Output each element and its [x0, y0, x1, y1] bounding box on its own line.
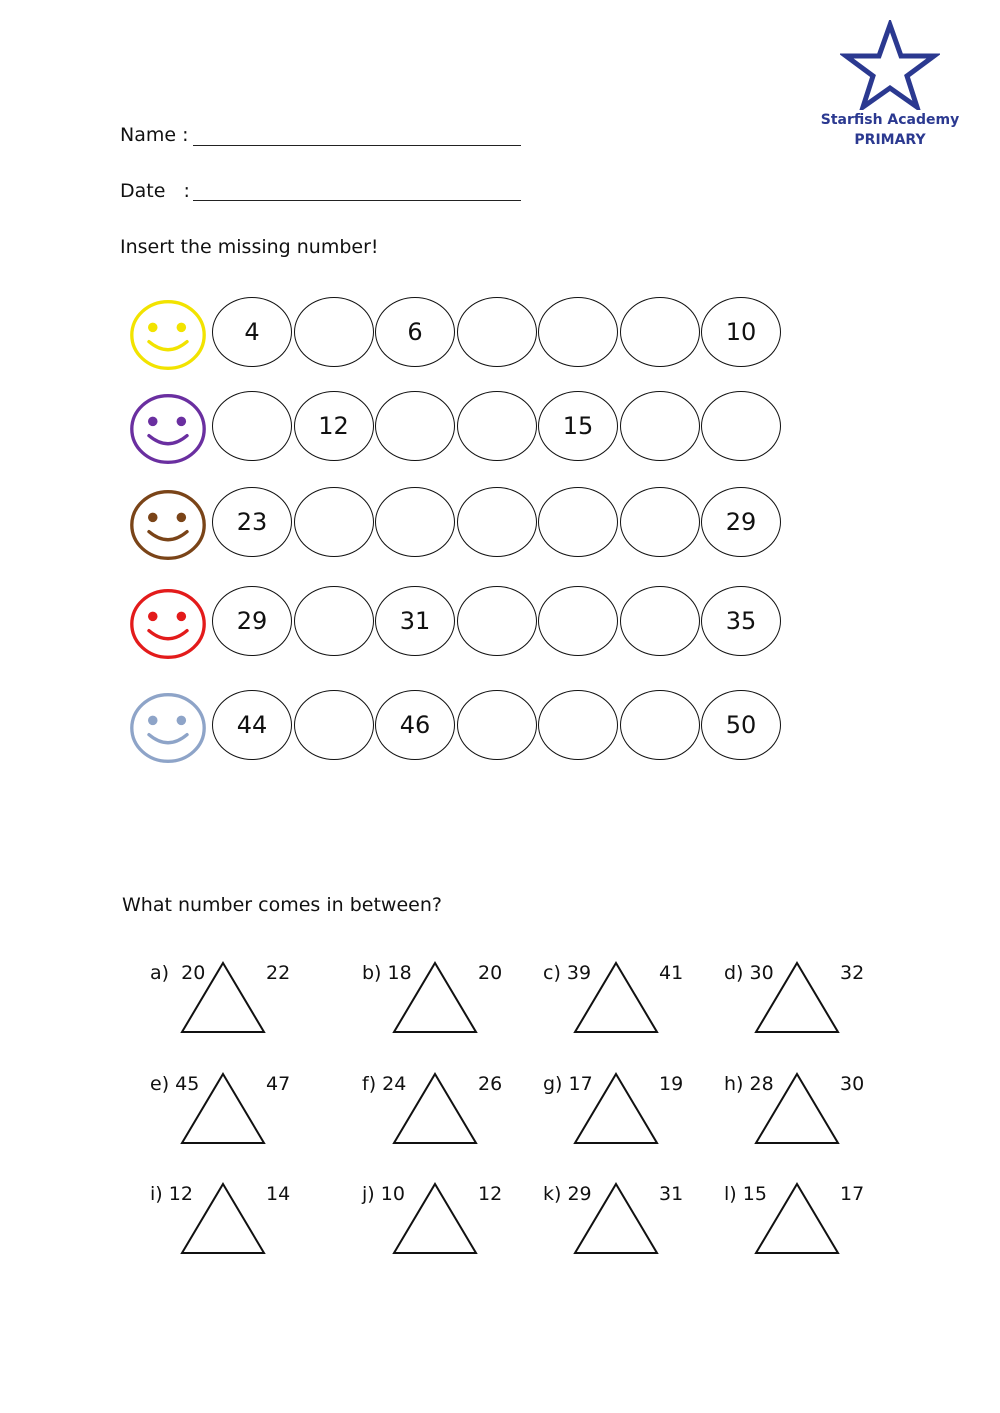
- star-icon: [840, 20, 940, 110]
- between-item-right-number: 12: [478, 1183, 503, 1205]
- date-field[interactable]: [193, 200, 521, 201]
- answer-triangle[interactable]: [178, 960, 268, 1036]
- answer-circle-blank[interactable]: [620, 586, 700, 656]
- answer-circle-blank[interactable]: [538, 690, 618, 760]
- section2-title: What number comes in between?: [122, 894, 442, 916]
- answer-circle-blank[interactable]: [620, 487, 700, 557]
- answer-triangle[interactable]: [390, 1071, 480, 1147]
- answer-circle-blank[interactable]: [620, 690, 700, 760]
- between-item-right-number: 17: [840, 1183, 865, 1205]
- between-item-left-number: k) 29: [543, 1183, 592, 1205]
- section1-title: Insert the missing number!: [120, 236, 379, 258]
- answer-circle-blank[interactable]: [457, 297, 537, 367]
- answer-circle-blank[interactable]: [538, 487, 618, 557]
- answer-triangle[interactable]: [390, 1181, 480, 1257]
- school-logo: [820, 20, 960, 160]
- smiley-face-icon: [128, 688, 208, 768]
- answer-triangle[interactable]: [178, 1071, 268, 1147]
- between-item-right-number: 47: [266, 1073, 291, 1095]
- between-item-left-number: b) 18: [362, 962, 412, 984]
- number-circle: 15: [538, 391, 618, 461]
- between-item-left-number: h) 28: [724, 1073, 774, 1095]
- answer-circle-blank[interactable]: [620, 391, 700, 461]
- smiley-face-icon: [128, 584, 208, 664]
- between-item-right-number: 26: [478, 1073, 503, 1095]
- answer-circle-blank[interactable]: [375, 391, 455, 461]
- answer-circle-blank[interactable]: [294, 690, 374, 760]
- between-item-left-number: j) 10: [362, 1183, 405, 1205]
- number-circle: 23: [212, 487, 292, 557]
- between-item: [714, 1073, 914, 1163]
- between-item-right-number: 22: [266, 962, 291, 984]
- between-item-right-number: 31: [659, 1183, 684, 1205]
- between-item: [140, 1073, 340, 1163]
- name-field[interactable]: [193, 145, 521, 146]
- answer-circle-blank[interactable]: [620, 297, 700, 367]
- answer-triangle[interactable]: [571, 1181, 661, 1257]
- between-item: [352, 962, 552, 1052]
- between-item: [140, 1183, 340, 1273]
- number-circle: 31: [375, 586, 455, 656]
- date-label: Date :: [120, 180, 190, 202]
- answer-circle-blank[interactable]: [538, 586, 618, 656]
- answer-circle-blank[interactable]: [457, 690, 537, 760]
- between-item-right-number: 14: [266, 1183, 291, 1205]
- number-circle: 6: [375, 297, 455, 367]
- number-circle: 50: [701, 690, 781, 760]
- between-item-left-number: f) 24: [362, 1073, 407, 1095]
- answer-triangle[interactable]: [178, 1181, 268, 1257]
- between-item: [714, 962, 914, 1052]
- number-circle: 35: [701, 586, 781, 656]
- answer-circle-blank[interactable]: [457, 487, 537, 557]
- answer-circle-blank[interactable]: [294, 487, 374, 557]
- answer-triangle[interactable]: [752, 960, 842, 1036]
- between-item-left-number: i) 12: [150, 1183, 193, 1205]
- answer-circle-blank[interactable]: [457, 391, 537, 461]
- name-label: Name :: [120, 124, 189, 146]
- between-item: [140, 962, 340, 1052]
- smiley-face-icon: [128, 389, 208, 469]
- answer-circle-blank[interactable]: [294, 297, 374, 367]
- between-item-right-number: 19: [659, 1073, 684, 1095]
- between-item-right-number: 32: [840, 962, 865, 984]
- between-item: [533, 962, 733, 1052]
- between-item: [352, 1073, 552, 1163]
- number-circle: 44: [212, 690, 292, 760]
- answer-circle-blank[interactable]: [294, 586, 374, 656]
- logo-name: Starfish Academy: [820, 112, 960, 128]
- between-item-right-number: 41: [659, 962, 684, 984]
- smiley-face-icon: [128, 485, 208, 565]
- answer-circle-blank[interactable]: [375, 487, 455, 557]
- number-circle: 46: [375, 690, 455, 760]
- answer-triangle[interactable]: [752, 1071, 842, 1147]
- between-item-left-number: e) 45: [150, 1073, 200, 1095]
- answer-circle-blank[interactable]: [701, 391, 781, 461]
- between-item-left-number: a) 20: [150, 962, 206, 984]
- between-item: [533, 1073, 733, 1163]
- between-item: [714, 1183, 914, 1273]
- answer-triangle[interactable]: [571, 1071, 661, 1147]
- answer-circle-blank[interactable]: [212, 391, 292, 461]
- answer-triangle[interactable]: [390, 960, 480, 1036]
- number-circle: 4: [212, 297, 292, 367]
- number-circle: 10: [701, 297, 781, 367]
- between-item-left-number: c) 39: [543, 962, 592, 984]
- between-item-right-number: 20: [478, 962, 503, 984]
- smiley-face-icon: [128, 295, 208, 375]
- between-item: [533, 1183, 733, 1273]
- between-item-left-number: d) 30: [724, 962, 774, 984]
- number-circle: 29: [701, 487, 781, 557]
- between-item-left-number: g) 17: [543, 1073, 593, 1095]
- between-item: [352, 1183, 552, 1273]
- logo-subtitle: PRIMARY: [854, 132, 926, 148]
- between-item-left-number: l) 15: [724, 1183, 767, 1205]
- number-circle: 12: [294, 391, 374, 461]
- between-item-right-number: 30: [840, 1073, 865, 1095]
- number-circle: 29: [212, 586, 292, 656]
- answer-circle-blank[interactable]: [457, 586, 537, 656]
- answer-circle-blank[interactable]: [538, 297, 618, 367]
- answer-triangle[interactable]: [571, 960, 661, 1036]
- answer-triangle[interactable]: [752, 1181, 842, 1257]
